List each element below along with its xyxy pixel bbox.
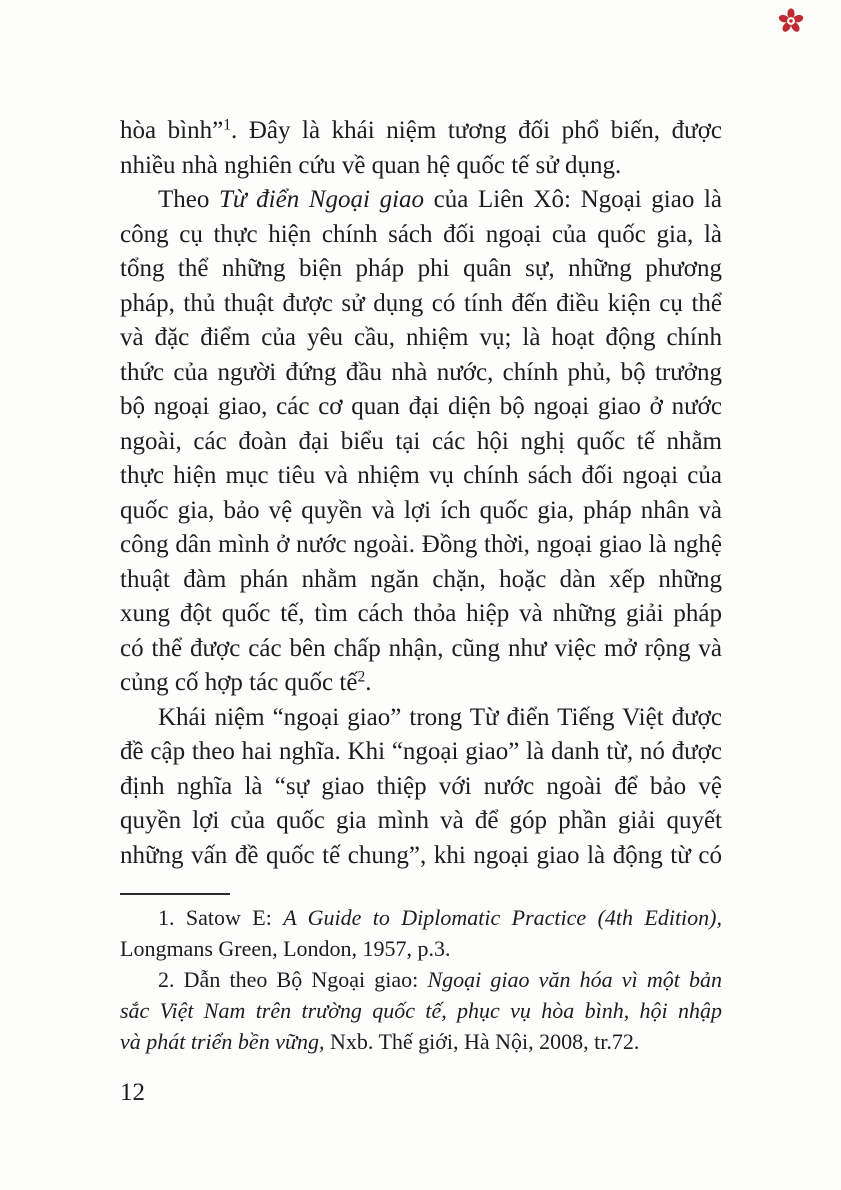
footnote-line	[120, 1026, 722, 1057]
text-segment: thức của người đứng đầu nhà nước, chính phủ, bộ trưởng	[120, 358, 722, 386]
text-segment: của Liên Xô: Ngoại giao là	[424, 186, 723, 213]
line-content	[120, 597, 722, 632]
line-content	[120, 804, 722, 839]
text-segment: 1. Satow E:	[158, 905, 284, 930]
line-content	[120, 933, 451, 964]
body-line	[120, 839, 722, 874]
body-line	[120, 287, 722, 322]
text-segment: và phát triển bền vững,	[120, 1029, 325, 1054]
text-segment: định nghĩa là “sự giao thiệp với nước ngoài để bảo vệ	[120, 772, 722, 800]
body-line	[120, 701, 722, 736]
body-text	[120, 114, 722, 873]
page-number: 12	[120, 1079, 145, 1106]
body-line	[120, 597, 722, 632]
text-segment: nhiều nhà nghiên cứu về quan hệ quốc tế sử dụng.	[120, 151, 622, 179]
body-line	[120, 114, 722, 149]
text-segment: 2. Dẫn theo Bộ Ngoại giao:	[158, 967, 428, 992]
line-content	[120, 149, 621, 184]
body-line	[120, 459, 722, 494]
line-content	[120, 494, 722, 529]
line-content	[120, 995, 722, 1026]
text-segment: công dân mình ở nước ngoài. Đồng thời, ngoại giao là nghệ	[120, 531, 722, 558]
text-segment: ngoài, các đoàn đại biểu tại các hội nghị quốc tế nhằm	[120, 427, 722, 455]
text-segment: pháp, thủ thuật được sử dụng có tính đến điều kiện cụ thể	[120, 289, 722, 317]
line-content	[120, 252, 722, 287]
body-line	[120, 804, 722, 839]
line-content	[120, 839, 722, 874]
footnote-line	[120, 995, 722, 1026]
line-content	[158, 701, 722, 736]
line-content	[120, 563, 722, 598]
text-segment: . Đây là khái niệm tương đối phổ biến, được	[230, 117, 723, 144]
text-segment: .	[365, 669, 372, 696]
body-line	[120, 252, 722, 287]
footnote-separator	[120, 893, 230, 895]
body-line	[120, 494, 722, 529]
text-segment: thuật đàm phán nhằm ngăn chặn, hoặc dàn xếp những	[120, 565, 722, 593]
body-line	[120, 425, 722, 460]
line-content	[120, 528, 722, 563]
text-segment: quyền lợi của quốc gia mình và để góp phần giải quyết	[120, 807, 722, 834]
text-segment: Ngoại giao văn hóa vì một bản	[427, 967, 722, 992]
text-segment: tổng thể những biện pháp phi quân sự, những phương	[120, 255, 722, 282]
line-content	[120, 666, 371, 701]
line-content	[120, 287, 722, 322]
line-content	[120, 459, 722, 494]
text-segment: thực hiện mục tiêu và nhiệm vụ chính sách đối ngoại của	[120, 462, 722, 489]
text-segment: bộ ngoại giao, các cơ quan đại diện bộ ngoại giao ở nước	[120, 393, 722, 420]
text-segment: Khái niệm “ngoại giao” trong Từ điển Tiếng Việt được	[158, 703, 722, 731]
footnote-marker: 2	[357, 668, 366, 686]
footnote-line	[120, 933, 722, 964]
body-line	[120, 632, 722, 667]
text-segment: củng cố hợp tác quốc tế	[120, 669, 358, 696]
text-segment: sắc Việt Nam trên trường quốc tế, phục vụ hòa bình, hội nhập	[120, 998, 722, 1023]
text-segment: có thể được các bên chấp nhận, cũng như việc mở rộng và	[120, 634, 722, 662]
text-segment: A Guide to Diplomatic Practice (4th Edition),	[283, 905, 722, 930]
footnote-marker: 1	[223, 116, 231, 134]
flower-icon-svg	[778, 8, 804, 34]
body-line	[120, 563, 722, 598]
line-content	[120, 632, 722, 667]
line-content	[120, 321, 722, 356]
line-content	[120, 735, 722, 770]
text-segment: quốc gia, bảo vệ quyền và lợi ích quốc gia, pháp nhân và	[120, 496, 722, 524]
body-line	[120, 356, 722, 391]
body-line	[120, 735, 722, 770]
line-content	[120, 218, 722, 253]
body-line	[120, 666, 722, 701]
line-content	[120, 390, 722, 425]
text-segment: Nxb. Thế giới, Hà Nội, 2008, tr.72.	[324, 1029, 640, 1054]
text-segment: Từ điển Ngoại giao	[219, 186, 425, 213]
line-content	[120, 356, 722, 391]
body-line	[120, 183, 722, 218]
body-line	[120, 770, 722, 805]
footnote-line	[120, 964, 722, 995]
body-line	[120, 321, 722, 356]
line-content	[120, 114, 722, 149]
footnotes	[120, 902, 722, 1057]
body-line	[120, 390, 722, 425]
text-segment: hòa bình”	[120, 117, 224, 144]
body-line	[120, 218, 722, 253]
text-segment: Longmans Green, London, 1957, p.3.	[120, 936, 451, 961]
line-content	[120, 770, 722, 805]
text-segment: công cụ thực hiện chính sách đối ngoại của quốc gia, là	[120, 220, 722, 248]
text-segment: những vấn đề quốc tế chung”, khi ngoại giao là động từ có	[120, 841, 722, 869]
text-segment: xung đột quốc tế, tìm cách thỏa hiệp và những giải pháp	[120, 600, 722, 627]
line-content	[158, 183, 722, 218]
footnote-line	[120, 902, 722, 933]
line-content	[158, 902, 722, 933]
body-line	[120, 149, 722, 184]
body-line	[120, 528, 722, 563]
flower-ornament-icon	[778, 8, 804, 34]
text-segment: đề cập theo hai nghĩa. Khi “ngoại giao” là danh từ, nó được	[120, 738, 722, 765]
line-content	[120, 1026, 639, 1057]
text-segment: và đặc điểm của yêu cầu, nhiệm vụ; là hoạt động chính	[120, 324, 722, 351]
line-content	[120, 425, 722, 460]
text-segment: Theo	[158, 186, 219, 213]
line-content	[158, 964, 722, 995]
